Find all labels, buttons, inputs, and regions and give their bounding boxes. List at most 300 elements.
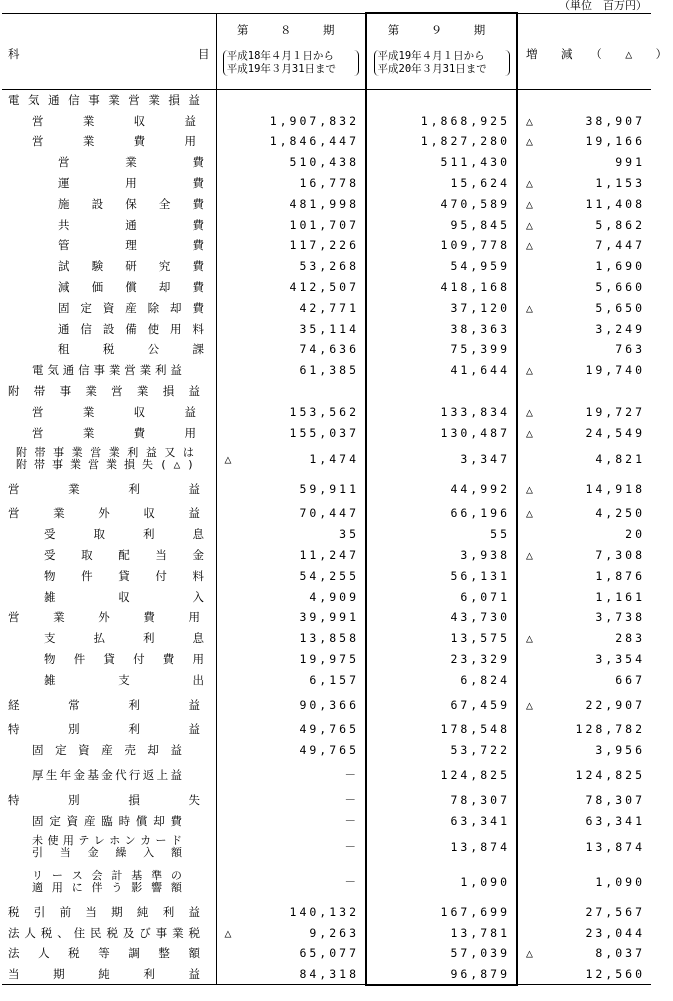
period-8-value-cell [216,401,366,422]
period-9-value: 44,992 [450,481,510,496]
period-9-value-cell [366,545,517,566]
row-label-text: 税 引 前 当 期 純 利 益 [8,904,200,919]
row-label-text: 固 定 資 産 除 却 費 [58,300,204,315]
row-label [2,360,216,381]
table-row [2,318,651,339]
period-8-value-cell [216,524,366,545]
unit-note: （単位 百万円） [559,0,647,12]
period-8-value: 16,778 [299,176,359,191]
period-9-value-cell [366,360,517,381]
period-8-value: 4,909 [309,589,359,604]
row-label [2,381,216,402]
row-label [2,649,216,670]
negative-marker: △ [526,363,533,378]
row-label-text: 施 設 保 全 費 [58,196,204,211]
change-value-cell [517,789,651,810]
statement-body [2,90,651,985]
row-label-text: 減 価 償 却 費 [58,280,204,295]
period-8-value-cell [216,152,366,173]
change-value: 23,044 [585,925,645,940]
period-9-value-cell [366,862,517,901]
period-9-value-cell [366,761,517,790]
row-label [2,173,216,194]
row-label-line-1: 未 使 用 テ レ ホ ン カ ー ド [32,833,182,847]
period-8-value: 117,226 [289,238,359,253]
table-row [2,761,651,790]
row-label-text: 管 理 費 [58,238,204,253]
period-8-value: 74,636 [299,342,359,357]
period-9-value-cell [366,740,517,761]
change-value: 24,549 [585,425,645,440]
period-9-value-cell [366,256,517,277]
table-row [2,277,651,298]
table-row [2,719,651,740]
row-label-text: 営 業 外 収 益 [8,506,200,521]
change-value-cell [517,719,651,740]
row-label [2,422,216,443]
period-8-value: 1,474 [309,451,359,466]
period-9-value-cell [366,586,517,607]
table-row [2,943,651,964]
period-9-value: 6,824 [460,672,510,687]
negative-marker: △ [526,481,533,496]
negative-marker: △ [526,506,533,521]
period-8-value-cell [216,964,366,985]
row-label-line-1: リ ー ス 会 計 基 準 の [32,868,182,882]
table-row [2,110,651,131]
change-value: 78,307 [585,792,645,807]
change-value-cell [517,761,651,790]
header-change [517,13,673,90]
row-label [2,964,216,985]
change-value: 19,727 [585,404,645,419]
change-value: 763 [615,342,645,357]
change-value: 7,308 [595,548,645,563]
change-value-cell [517,565,651,586]
period-8-value: 155,037 [289,425,359,440]
header-account-left: 科 [8,46,20,61]
period-9-value-cell [366,474,517,503]
period-9-value-cell [366,901,517,922]
change-value-cell [517,152,651,173]
period-9-value: 78,307 [450,792,510,807]
change-value: 1,161 [595,589,645,604]
table-row [2,690,651,719]
row-label-text: 営 業 外 費 用 [8,610,200,625]
row-label-line-2: 引 当 金 繰 入 額 [32,845,182,859]
change-value-cell [517,214,651,235]
period-8-value: 70,447 [299,506,359,521]
period-8-value: 54,255 [299,568,359,583]
change-value-cell [517,360,651,381]
table-row [2,901,651,922]
change-value: 5,650 [595,300,645,315]
period-9-value-cell [366,943,517,964]
change-value-cell [517,235,651,256]
row-label [2,339,216,360]
change-value: 63,341 [585,813,645,828]
change-value-cell [517,256,651,277]
period-8-value-cell [216,862,366,901]
period-8-value-cell [216,422,366,443]
period-9-value: 37,120 [450,300,510,315]
change-value: 7,447 [595,238,645,253]
period-9-value-cell [366,628,517,649]
period-8-value-cell [216,90,366,111]
period-9-value: 67,459 [450,697,510,712]
period-9-value-cell [366,607,517,628]
row-label [2,277,216,298]
change-value-cell [517,173,651,194]
table-row [2,90,651,111]
period-8-value-cell [216,256,366,277]
change-value-cell [517,401,651,422]
row-label [2,152,216,173]
period-8-value-cell [216,545,366,566]
period-8-value: 481,998 [289,196,359,211]
row-label [2,922,216,943]
period-9-title: 第 ９ 期 [387,23,496,37]
table-row [2,669,651,690]
row-label-text: 営 業 収 益 [32,113,196,128]
period-8-value-cell [216,443,366,474]
table-row [2,381,651,402]
change-value: 20 [625,527,645,542]
period-8-value: 13,858 [299,631,359,646]
period-9-value-cell [366,443,517,474]
period-8-title: 第 ８ 期 [237,22,345,37]
table-row [2,256,651,277]
row-label-text: 特 別 損 失 [8,792,200,807]
change-value: 3,354 [595,652,645,666]
period-9-value-cell [366,649,517,670]
header-period-9 [366,13,517,90]
row-label [2,214,216,235]
row-label [2,862,216,901]
period-9-value: 54,959 [450,259,510,274]
change-value: 3,738 [595,610,645,625]
row-label [2,628,216,649]
change-value-cell [517,669,651,690]
period-8-value-cell [216,649,366,670]
period-9-value: 57,039 [450,946,510,961]
period-8-value: 90,366 [299,697,359,712]
period-9-value: 56,131 [450,568,510,583]
period-9-value: 96,879 [450,966,510,981]
negative-marker: △ [526,300,533,315]
table-row [2,831,651,862]
period-9-value: 43,730 [450,610,510,625]
negative-marker: △ [526,113,533,128]
period-8-value: 84,318 [299,966,359,981]
change-value-cell [517,586,651,607]
table-row [2,152,651,173]
row-label-text: 受 取 利 息 [44,527,204,542]
change-value-cell [517,90,651,111]
table-row [2,339,651,360]
period-8-value: 140,132 [289,904,359,919]
row-label-text: 営 業 費 用 [32,134,196,149]
change-value-cell [517,607,651,628]
period-9-value-cell [366,810,517,831]
period-9-range [374,50,510,76]
period-9-value-cell [366,719,517,740]
period-8-value: 35 [339,527,359,542]
period-9-value-cell [366,524,517,545]
table-row [2,297,651,318]
change-value-cell [517,131,651,152]
change-value-cell [517,810,651,831]
period-9-range-start: 平成19年４月１日から [377,50,485,62]
change-title: 増 減 （ △ ） [526,46,673,61]
table-row [2,360,651,381]
period-9-value-cell [366,831,517,862]
negative-marker: △ [526,217,533,232]
table-row [2,545,651,566]
period-8-value: 59,911 [299,481,359,496]
table-row [2,474,651,503]
period-9-value-cell [366,339,517,360]
period-9-value-cell [366,214,517,235]
period-9-value: 53,722 [450,743,510,758]
period-8-value-cell [216,669,366,690]
period-9-value: 470,589 [440,196,510,211]
row-label-text: 経 常 利 益 [8,697,200,712]
change-value-cell [517,628,651,649]
period-8-value-cell [216,235,366,256]
change-value: 5,862 [595,217,645,232]
period-8-value-cell [216,901,366,922]
row-label [2,740,216,761]
row-label [2,545,216,566]
change-value: 4,250 [595,506,645,521]
change-value: 3,956 [595,743,645,758]
change-value-cell [517,901,651,922]
period-8-value-cell [216,719,366,740]
period-9-value: 15,624 [450,176,510,191]
change-value-cell [517,297,651,318]
change-value-cell [517,318,651,339]
change-value-cell [517,922,651,943]
row-label-text: 営 業 収 益 [32,404,196,419]
change-value: 3,249 [595,321,645,336]
negative-marker: △ [224,925,232,940]
change-value-cell [517,740,651,761]
period-8-value: － [344,813,359,828]
period-9-value-cell [366,401,517,422]
table-row [2,607,651,628]
row-label [2,90,216,111]
row-label-text: 固 定 資 産 臨 時 償 却 費 [32,813,182,828]
period-9-value-cell [366,110,517,131]
change-value: 1,153 [595,176,645,191]
period-9-value: 1,090 [460,874,510,889]
period-9-value-cell [366,297,517,318]
period-8-value-cell [216,297,366,318]
row-label-text: 厚 生 年 金 基 金 代 行 返 上 益 [32,767,182,782]
period-9-value: 66,196 [450,506,510,521]
change-value-cell [517,690,651,719]
period-8-value: 19,975 [299,652,359,666]
period-8-value: 65,077 [299,946,359,961]
period-8-value: － [344,874,359,889]
table-row [2,628,651,649]
change-value-cell [517,381,651,402]
change-value-cell [517,193,651,214]
row-label-text: 共 通 費 [58,217,204,232]
row-label [2,318,216,339]
change-value-cell [517,503,651,524]
change-value: 14,918 [585,481,645,496]
row-label [2,503,216,524]
table-row [2,401,651,422]
table-row [2,810,651,831]
change-value-cell [517,831,651,862]
period-9-value: 63,341 [450,813,510,828]
period-9-value-cell [366,964,517,985]
income-statement-table [2,12,673,986]
period-9-value: 13,781 [450,925,510,940]
change-value: 4,821 [595,451,645,466]
period-8-value-cell [216,193,366,214]
row-label-text: 当 期 純 利 益 [8,966,200,981]
period-8-value-cell [216,831,366,862]
table-row [2,443,651,474]
row-label [2,565,216,586]
change-value-cell [517,964,651,985]
period-8-value-cell [216,360,366,381]
period-8-value-cell [216,173,366,194]
table-row [2,789,651,810]
row-label [2,831,216,862]
change-value-cell [517,943,651,964]
period-8-value-cell [216,339,366,360]
table-row [2,503,651,524]
row-label-text: 運 用 費 [58,176,204,191]
row-label-line-2: 適 用 に 伴 う 影 響 額 [32,880,182,894]
change-value: 27,567 [585,904,645,919]
period-8-value: 153,562 [289,404,359,419]
period-8-range-start: 平成18年４月１日から [226,49,334,62]
period-9-value: 3,347 [460,451,510,466]
period-9-value-cell [366,193,517,214]
table-row [2,422,651,443]
change-value: 13,874 [585,839,645,854]
change-value: 19,740 [585,363,645,378]
change-value: 124,825 [575,767,645,782]
period-9-value-cell [366,152,517,173]
row-label-text: 法 人 税 、 住 民 税 及 び 事 業 税 [8,925,200,940]
period-8-value-cell [216,740,366,761]
period-8-value: 49,765 [299,743,359,758]
period-8-value-cell [216,474,366,503]
period-9-value: 38,363 [450,321,510,336]
change-value: 12,560 [585,966,645,981]
period-8-value-cell [216,503,366,524]
period-9-value-cell [366,131,517,152]
row-label-line-1: 附 帯 事 業 営 業 利 益 又 は [16,445,194,459]
row-label [2,256,216,277]
period-8-value-cell [216,810,366,831]
period-8-value: 42,771 [299,300,359,315]
period-8-value: 39,991 [299,610,359,625]
period-9-value: 3,938 [460,548,510,563]
period-8-value-cell [216,789,366,810]
table-row [2,173,651,194]
row-label-text: 営 業 費 用 [32,425,196,440]
period-8-value: 412,507 [289,280,359,295]
change-value: 8,037 [595,946,645,961]
period-8-value-cell [216,586,366,607]
table-row [2,964,651,985]
row-label-text: 電 気 通 信 事 業 営 業 利 益 [32,363,182,378]
row-label-text: 受 取 配 当 金 [44,548,204,563]
period-9-value: 511,430 [440,155,510,170]
period-8-value-cell [216,607,366,628]
period-9-value-cell [366,669,517,690]
change-value-cell [517,862,651,901]
period-9-value: 109,778 [440,238,510,253]
period-9-value-cell [366,503,517,524]
change-value: 128,782 [575,722,645,737]
row-label [2,443,216,474]
period-8-value: 9,263 [309,925,359,940]
change-value: 667 [615,672,645,687]
table-row [2,862,651,901]
row-label-text: 通 信 設 備 使 用 料 [58,321,204,336]
negative-marker: △ [526,404,533,419]
period-8-value: 61,385 [299,363,359,378]
row-label-text: 試 験 研 究 費 [58,259,204,274]
period-8-value: － [344,767,359,782]
period-9-value: 23,329 [450,652,510,666]
period-9-value: 1,868,925 [420,113,510,128]
row-label [2,474,216,503]
period-8-value-cell [216,628,366,649]
period-8-value: 49,765 [299,722,359,737]
row-label-text: 物 件 貸 付 費 用 [44,652,204,666]
period-8-value: － [344,792,359,807]
row-label [2,235,216,256]
table-row [2,649,651,670]
row-label [2,901,216,922]
period-9-range-end: 平成20年３月31日まで [377,63,487,75]
period-9-value-cell [366,318,517,339]
row-label-text: 雑 支 出 [44,672,204,687]
period-9-value: 167,699 [440,904,510,919]
period-8-value-cell [216,110,366,131]
row-label [2,524,216,545]
period-8-value: 1,907,832 [269,113,359,128]
period-9-value: 13,874 [450,839,510,854]
row-label [2,669,216,690]
change-value: 1,690 [595,259,645,274]
negative-marker: △ [526,196,533,211]
change-value-cell [517,277,651,298]
row-label-text: 営 業 費 [58,155,204,170]
row-label [2,401,216,422]
row-label-line-2: 附 帯 事 業 営 業 損 失 ( △ ) [16,457,194,471]
change-value-cell [517,474,651,503]
header-account [2,13,216,90]
period-9-value: 55 [490,527,510,542]
row-label [2,761,216,790]
period-8-value-cell [216,565,366,586]
period-8-range-end: 平成19年３月31日まで [226,62,337,75]
period-9-value-cell [366,173,517,194]
period-9-value: 75,399 [450,342,510,357]
period-8-value-cell [216,277,366,298]
